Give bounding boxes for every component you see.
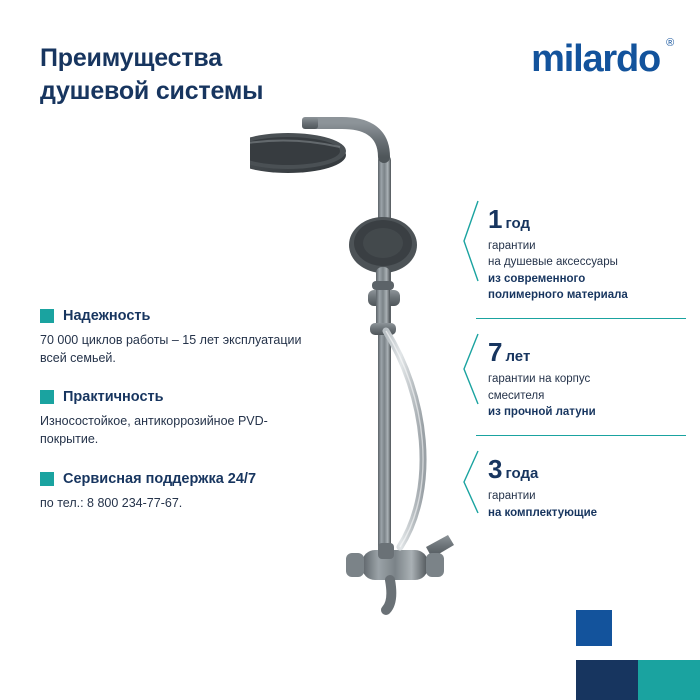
warranty-heading	[488, 206, 682, 232]
page-title-line-1: Преимущества	[40, 44, 222, 72]
warranty-desc-line-1: гарантии на корпус	[488, 373, 591, 386]
deco-square-blue	[576, 610, 612, 646]
features-list	[40, 308, 310, 534]
feature-title: Надежность	[63, 308, 151, 324]
warranty-list	[462, 200, 682, 551]
brand-name-text: milardo	[531, 38, 660, 80]
warranty-desc-line-2: смесителя	[488, 389, 545, 402]
warranty-heading	[488, 454, 682, 485]
warranty-desc-line-2: на душевые аксессуары	[488, 256, 618, 269]
registered-trademark-icon: ®	[666, 37, 673, 49]
feature-description: Износостойкое, антикоррозийное PVD-покрытие.	[40, 414, 268, 447]
brand-logo	[531, 37, 673, 80]
feature-description: по тел.: 8 800 234-77-67.	[40, 495, 183, 510]
brand-name	[531, 37, 673, 80]
deco-square-navy	[576, 660, 638, 700]
warranty-item	[462, 450, 682, 537]
divider	[476, 435, 686, 436]
warranty-description	[488, 238, 682, 303]
feature-header	[40, 471, 310, 487]
square-marker-icon	[40, 472, 54, 486]
warranty-desc-line-1: гарантии	[488, 240, 536, 252]
warranty-item	[462, 333, 682, 436]
warranty-desc-bold-2: полимерного материала	[488, 288, 628, 301]
square-marker-icon	[40, 390, 54, 404]
page-title-line-2: душевой системы	[40, 77, 264, 105]
deco-square-teal	[638, 660, 700, 700]
feature-item	[40, 389, 310, 448]
warranty-desc-bold-1: из прочной латуни	[488, 405, 596, 418]
corner-decoration	[576, 610, 700, 700]
divider	[476, 318, 686, 319]
warranty-number: 3	[488, 454, 503, 485]
square-marker-icon	[40, 309, 54, 323]
feature-title: Практичность	[63, 389, 164, 406]
warranty-unit: года	[505, 465, 539, 483]
warranty-desc-line-1: гарантии	[488, 490, 536, 503]
warranty-heading	[488, 337, 682, 368]
feature-header	[40, 308, 310, 324]
warranty-unit: лет	[505, 348, 531, 366]
arrow-bracket-icon	[462, 333, 480, 410]
warranty-number: 7	[488, 337, 503, 368]
warranty-description	[488, 371, 682, 420]
arrow-bracket-icon	[462, 200, 480, 287]
warranty-unit: год	[505, 215, 531, 232]
warranty-number: 1	[488, 204, 503, 234]
warranty-item	[462, 200, 682, 319]
warranty-desc-bold-1: на комплектующие	[488, 506, 598, 519]
feature-title: Сервисная поддержка 24/7	[63, 470, 257, 487]
feature-item	[40, 308, 310, 367]
warranty-description	[488, 488, 682, 521]
arrow-bracket-icon	[462, 450, 480, 519]
feature-header	[40, 389, 310, 405]
feature-item	[40, 471, 310, 512]
feature-description: 70 000 циклов работы – 15 лет эксплуатации всей семьей.	[40, 333, 302, 366]
warranty-desc-bold-1: из современного	[488, 272, 586, 285]
